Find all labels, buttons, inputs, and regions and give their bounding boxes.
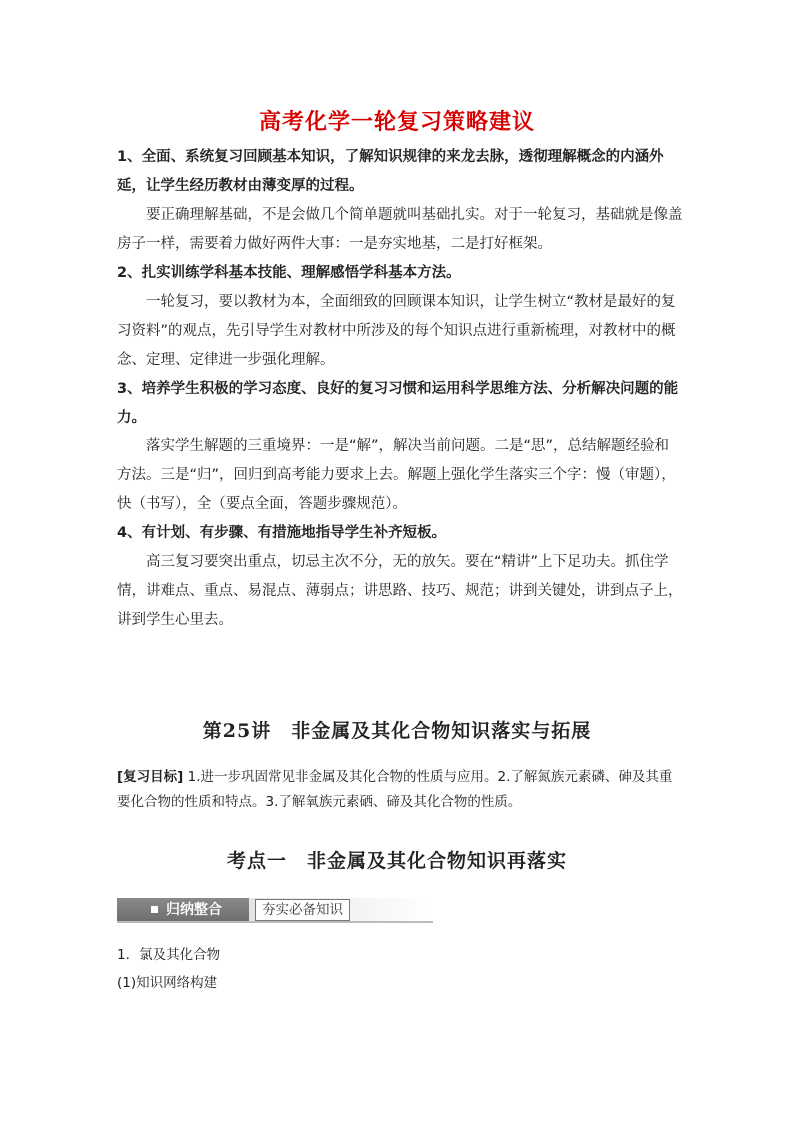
- section-3-body: 落实学生解题的三重境界：一是“解”，解决当前问题。二是“思”，总结解题经验和方法。三是“归”，回归到高考能力要求上去。解题上强化学生落实三个字：慢（审题），快（书写），全（要点全面，答题步骤规范）。: [117, 438, 676, 512]
- section-4-heading: 4、有计划、有步骤、有措施地指导学生补齐短板。: [117, 525, 447, 541]
- square-bullet-icon: [151, 906, 158, 913]
- section-1-heading: 1、全面、系统复习回顾基本知识，了解知识规律的来龙去脉，透彻理解概念的内涵外延，让学生经历教材由薄变厚的过程。: [117, 149, 664, 194]
- section-1-body: 要正确理解基础，不是会做几个简单题就叫基础扎实。对于一轮复习，基础就是像盖房子一样，需要着力做好两件大事：一是夯实地基，二是打好框架。: [117, 207, 683, 252]
- subsection-heading: 1．氯及其化合物: [117, 947, 221, 963]
- subsubsection-heading: (1)知识网络构建: [117, 975, 218, 991]
- document-title: 高考化学一轮复习策略建议: [258, 110, 535, 135]
- review-goal-text: 1.进一步巩固常见非金属及其化合物的性质与应用。2.了解氮族元素磷、砷及其重要化合物的性质和特点。3.了解氧族元素硒、碲及其化合物的性质。: [117, 769, 673, 810]
- review-goal: [117, 765, 683, 815]
- banner-underline: [117, 921, 433, 923]
- lecture-title: 第25讲 非金属及其化合物知识落实与拓展: [202, 720, 592, 742]
- section-banner: [117, 898, 433, 924]
- banner-main: [117, 898, 249, 922]
- section-2-heading: 2、扎实训练学科基本技能、理解感悟学科基本方法。: [117, 265, 461, 281]
- banner-sub-label: 夯实必备知识: [255, 899, 350, 921]
- section-4-body: 高三复习要突出重点，切忌主次不分，无的放矢。要在“精讲”上下足功夫。抓住学情，讲难点、重点、易混点、薄弱点；讲思路、技巧、规范；讲到关键处，讲到点子上，讲到学生心里去。: [117, 554, 683, 628]
- section-2-body: 一轮复习，要以教材为本，全面细致的回顾课本知识，让学生树立“教材是最好的复习资料”的观点，先引导学生对教材中所涉及的每个知识点进行重新梳理，对教材中的概念、定理、定律进一步强化理解。: [117, 294, 676, 368]
- section-3-heading: 3、培养学生积极的学习态度、良好的复习习惯和运用科学思维方法、分析解决问题的能力。: [117, 381, 679, 426]
- kaodian-title: 考点一 非金属及其化合物知识再落实: [226, 850, 567, 872]
- banner-main-label: 归纳整合: [166, 902, 222, 918]
- review-goal-tag: [复习目标]: [117, 769, 184, 785]
